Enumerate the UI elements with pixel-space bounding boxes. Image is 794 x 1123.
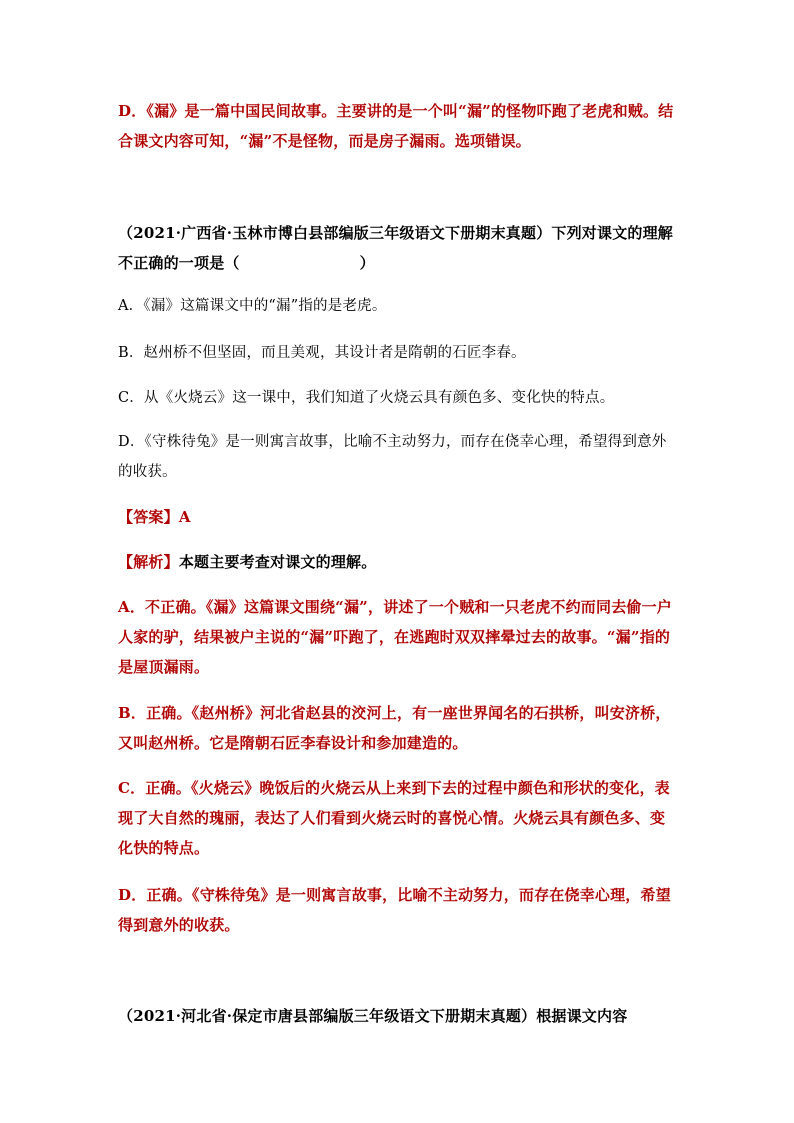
prev-option-d-explanation: D．《漏》是一篇中国民间故事。主要讲的是一个叫“漏”的怪物吓跑了老虎和贼。结合课文内容可知，“漏”不是怪物，而是房子漏雨。选项错误。 — [118, 102, 674, 150]
analysis-tag: 【解析】 — [118, 553, 179, 571]
option-a: A．《漏》这篇课文中的“漏”指的是老虎。 — [118, 298, 387, 314]
option-b: B．赵州桥不但坚固，而且美观，其设计者是隋朝的石匠李春。 — [118, 345, 526, 361]
explanation-b: B．正确。《赵州桥》河北省赵县的洨河上，有一座世界闻名的石拱桥，叫安济桥，又叫赵州桥。它是隋朝石匠李春设计和参加建造的。 — [118, 704, 671, 752]
option-d: D．《守株待兔》是一则寓言故事，比喻不主动努力，而存在侥幸心理，希望得到意外的收获。 — [118, 434, 667, 480]
analysis-line — [118, 547, 678, 577]
question-stem — [118, 218, 678, 278]
analysis-text: 本题主要考查对课文的理解。 — [178, 553, 377, 571]
question-stem-close: ） — [359, 254, 375, 272]
explanation-a: A．不正确。《漏》这篇课文围绕“漏”，讲述了一个贼和一只老虎不约而同去偷一户人家的驴，结果被户主说的“漏”吓跑了，在逃跑时双双摔晕过去的故事。“漏”指的是屋顶漏雨。 — [118, 598, 672, 676]
next-question-stem: （2021·河北省·保定市唐县部编版三年级语文下册期末真题）根据课文内容 — [118, 1007, 628, 1025]
question-stem-text: （2021·广西省·玉林市博白县部编版三年级语文下册期末真题）下列对课文的理解不正确的一项是（ — [118, 224, 673, 272]
answer-line — [118, 502, 678, 532]
explanation-d: D．正确。《守株待兔》是一则寓言故事，比喻不主动努力，而存在侥幸心理，希望得到意外的收获。 — [118, 886, 671, 934]
option-c: C．从《火烧云》这一课中，我们知道了火烧云具有颜色多、变化快的特点。 — [118, 390, 615, 406]
answer-tag: 【答案】 — [118, 508, 179, 526]
explanation-c: C．正确。《火烧云》晚饭后的火烧云从上来到下去的过程中颜色和形状的变化，表现了大自然的瑰丽，表达了人们看到火烧云时的喜悦心情。火烧云具有颜色多、变化快的特点。 — [118, 779, 670, 857]
answer-value: A — [178, 508, 191, 526]
